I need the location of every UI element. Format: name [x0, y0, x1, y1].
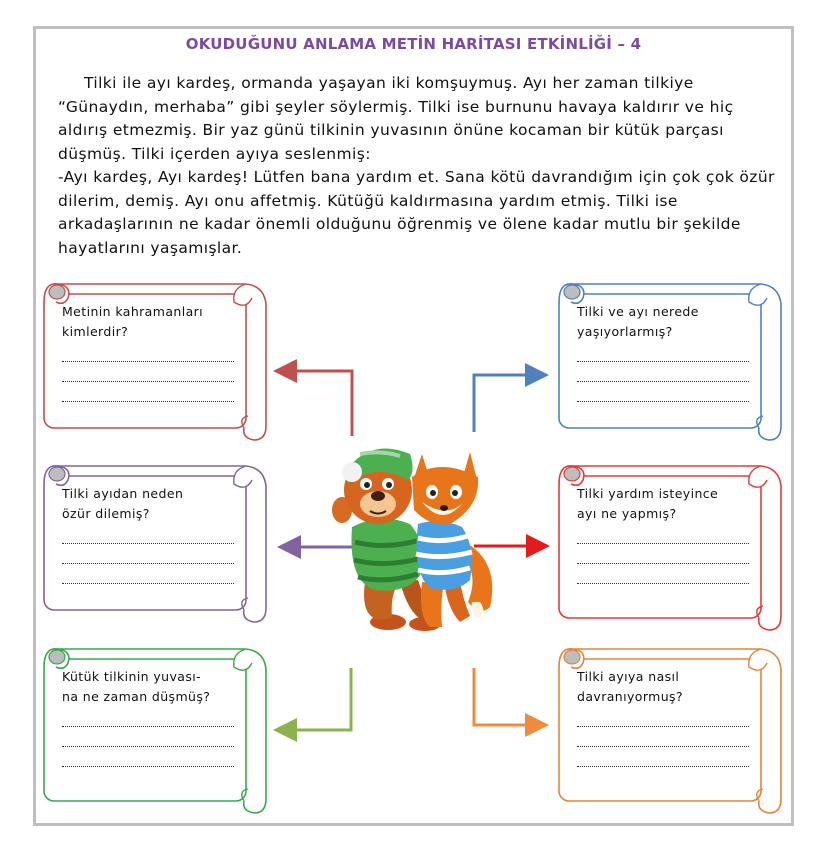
- answer-line[interactable]: [62, 564, 234, 584]
- answer-line[interactable]: [62, 524, 234, 544]
- question-text-line-2: kimlerdir?: [62, 324, 129, 339]
- bear-and-fox-illustration: [330, 432, 500, 637]
- question-text-line-1: Kütük tilkinin yuvası-: [62, 669, 202, 684]
- question-text-line-1: Metinin kahramanları: [62, 304, 204, 319]
- question-block: [62, 302, 234, 402]
- fox-icon: [412, 452, 492, 627]
- question-text-line-2: ayı ne yapmış?: [577, 506, 677, 521]
- answer-line[interactable]: [577, 362, 749, 382]
- answer-line[interactable]: [577, 524, 749, 544]
- arrow-bottom-right: [474, 668, 546, 725]
- arrow-top-left: [276, 371, 352, 436]
- answer-line[interactable]: [62, 544, 234, 564]
- question-block: [577, 484, 749, 584]
- question-text-line-2: na ne zaman düşmüş?: [62, 689, 211, 704]
- question-scroll-fox-behavior: [555, 645, 787, 815]
- question-text-line-2: yaşıyorlarmış?: [577, 324, 673, 339]
- answer-line[interactable]: [62, 707, 234, 727]
- question-block: [577, 667, 749, 767]
- answer-line[interactable]: [577, 707, 749, 727]
- question-scroll-where-live: [555, 280, 787, 442]
- answer-line[interactable]: [577, 342, 749, 362]
- answer-line[interactable]: [577, 564, 749, 584]
- answer-line[interactable]: [577, 544, 749, 564]
- question-scroll-why-apologize: [40, 462, 272, 624]
- question-text-line-1: Tilki ayıya nasıl: [577, 669, 680, 684]
- question-text-line-1: Tilki ve ayı nerede: [577, 304, 699, 319]
- answer-line[interactable]: [577, 727, 749, 747]
- question-text-line-2: davranıyormuş?: [577, 689, 683, 704]
- answer-line[interactable]: [62, 382, 234, 402]
- arrow-bottom-left: [276, 668, 351, 730]
- story-paragraph-1: Tilki ile ayı kardeş, ormanda yaşayan iki komşuymuş. Ayı her zaman tilkiye “Günaydın, merhaba” gibi şeyler söylermiş. Tilki ise burnunu havaya kaldırır ve hiç aldırış etmezmiş. Bir yaz günü tilkinin yuvasının önüne kocaman bir kütük parçası düşmüş. Tilki içerden ayıya seslenmiş:: [58, 74, 734, 163]
- answer-line[interactable]: [62, 342, 234, 362]
- question-block: [577, 302, 749, 402]
- question-text-line-1: Tilki yardım isteyince: [577, 486, 719, 501]
- answer-line[interactable]: [577, 382, 749, 402]
- question-text-line-1: Tilki ayıdan neden: [62, 486, 184, 501]
- question-block: [62, 667, 234, 767]
- page-title: OKUDUĞUNU ANLAMA METİN HARİTASI ETKİNLİĞİ – 4: [185, 35, 642, 53]
- question-scroll-when-fell: [40, 645, 272, 815]
- question-block: [62, 484, 234, 584]
- answer-line[interactable]: [62, 727, 234, 747]
- question-scroll-heroes: [40, 280, 272, 442]
- story-paragraph-2: -Ayı kardeş, Ayı kardeş! Lütfen bana yardım et. Sana kötü davrandığım için çok çok özür dilerim, demiş. Ayı onu affetmiş. Kütüğü kaldırmasına yardım etmiş. Tilki ise arkadaşlarının ne kadar önemli olduğunu öğrenmiş ve ölene kadar mutlu bir şekilde hayatlarını yaşamışlar.: [58, 168, 775, 257]
- question-text-line-2: özür dilemiş?: [62, 506, 150, 521]
- answer-line[interactable]: [577, 747, 749, 767]
- question-scroll-bear-help: [555, 462, 787, 632]
- arrow-top-right: [474, 375, 546, 432]
- answer-line[interactable]: [62, 362, 234, 382]
- answer-line[interactable]: [62, 747, 234, 767]
